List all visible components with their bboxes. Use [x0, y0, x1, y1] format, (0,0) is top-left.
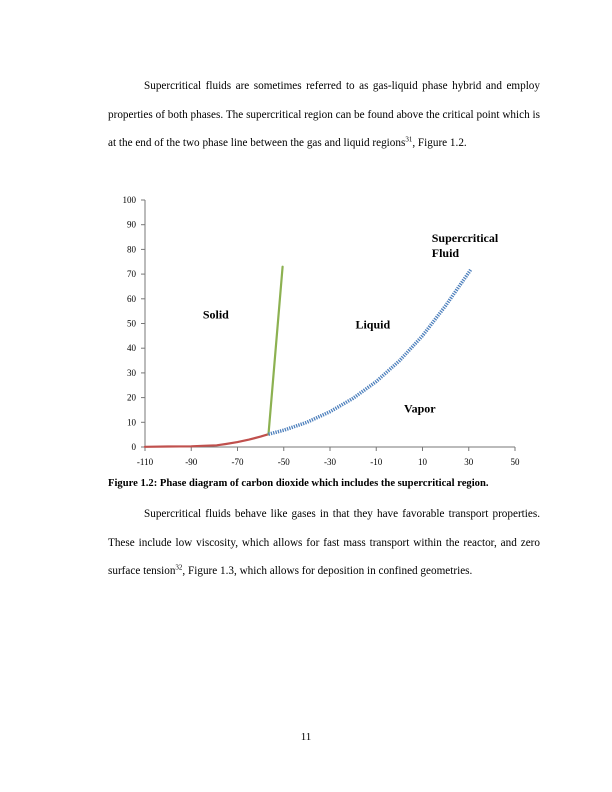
region-label: Vapor: [404, 401, 436, 416]
region-label: Fluid: [431, 245, 460, 260]
series-sublimation-curve: [145, 434, 269, 447]
series-vaporization-curve: [269, 269, 472, 434]
paragraph-text: Supercritical fluids behave like gases in that they have favorable transport properties. These include low viscosity, which allows for fast mass transport within the reactor, and zero surface tension: [108, 508, 540, 577]
x-tick-label: -70: [231, 457, 244, 467]
y-tick-label: 30: [127, 367, 136, 378]
paragraph-text-tail: , Figure 1.2.: [412, 137, 467, 149]
y-tick-label: 20: [127, 392, 136, 403]
x-tick-label: -10: [370, 457, 383, 467]
y-tick-label: 80: [127, 244, 136, 255]
paragraph-text: Supercritical fluids are sometimes referred to as gas-liquid phase hybrid and employ properties of both phases. The supercritical region can be found above the critical point which is at the end of the two phase line between the gas and liquid regions: [108, 80, 540, 149]
y-tick-label: 0: [131, 442, 136, 452]
x-tick-label: 30: [464, 457, 474, 467]
citation-ref: 32: [175, 563, 183, 572]
y-tick-label: 50: [127, 318, 136, 329]
figure-caption: Figure 1.2: Phase diagram of carbon dioxide which includes the supercritical region.: [108, 478, 489, 489]
y-tick-label: 70: [127, 269, 136, 280]
y-tick-label: 60: [127, 293, 136, 304]
paragraph-supercritical-properties: [108, 500, 540, 586]
page-number: 11: [300, 731, 312, 743]
y-tick-label: 90: [127, 219, 136, 230]
x-tick-label: 10: [418, 457, 427, 467]
phase-diagram-chart: [100, 190, 530, 470]
y-tick-label: 10: [127, 417, 136, 428]
series-melting-curve: [269, 267, 283, 435]
x-tick-label: -110: [136, 457, 154, 467]
x-tick-label: -50: [277, 457, 290, 467]
paragraph-text-tail: , Figure 1.3, which allows for deposition in confined geometries.: [182, 565, 473, 577]
x-tick-label: -30: [324, 457, 336, 467]
citation-ref: 31: [405, 135, 413, 144]
paragraph-supercritical-intro: [108, 72, 540, 158]
region-label: Supercritical: [431, 230, 499, 245]
x-tick-label: -90: [185, 457, 198, 467]
region-label: Liquid: [355, 317, 391, 332]
y-tick-label: 40: [127, 343, 136, 354]
region-label: Solid: [202, 307, 229, 322]
y-tick-label: 100: [122, 195, 136, 205]
x-tick-label: 50: [510, 457, 520, 467]
